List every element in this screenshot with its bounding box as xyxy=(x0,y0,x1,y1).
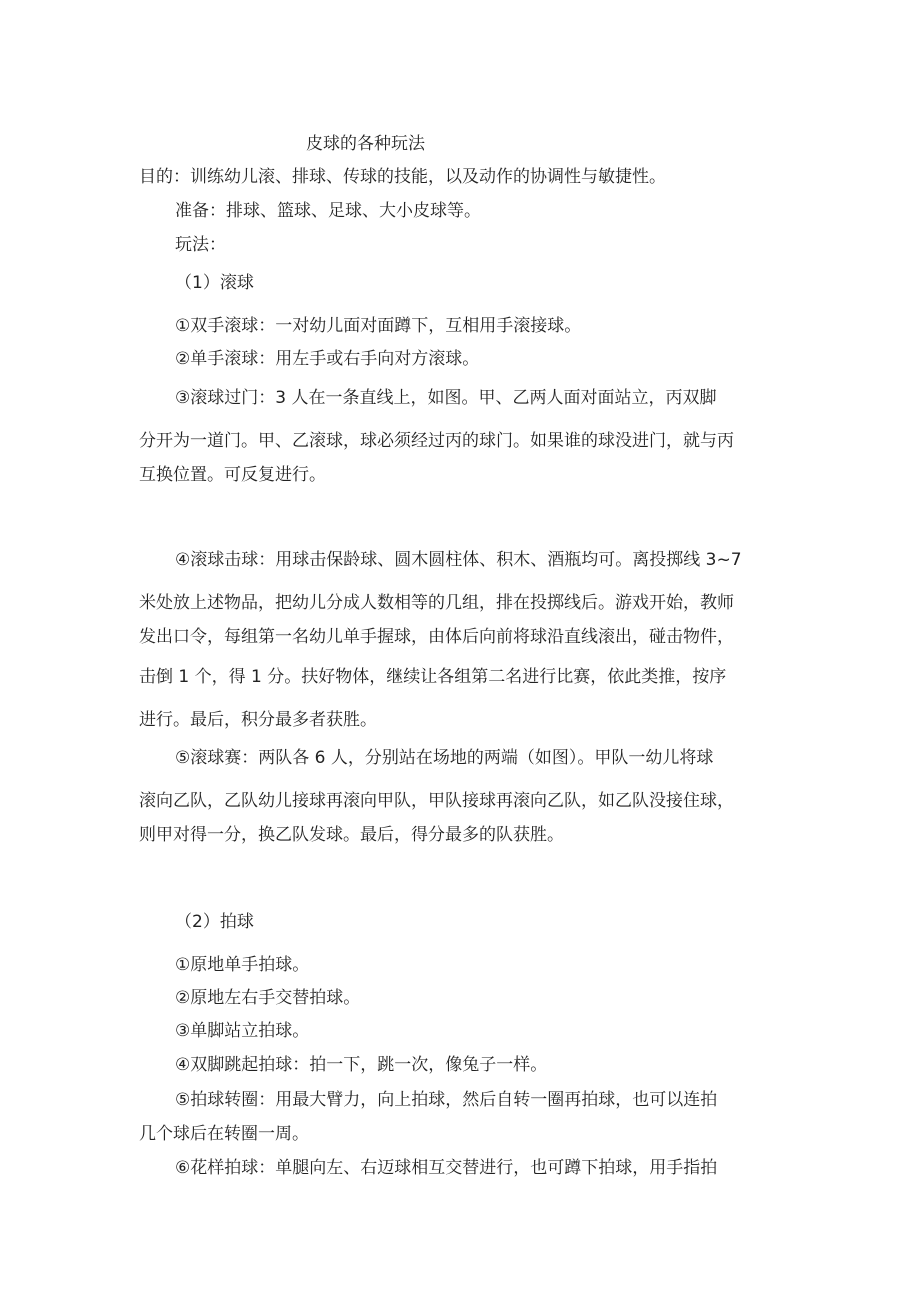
section-rolling-heading: （1）滚球 xyxy=(175,273,254,293)
purpose-line: 目的：训练幼儿滚、排球、传球的技能，以及动作的协调性与敏捷性。 xyxy=(139,167,666,187)
rolling-item-5-line-2: 滚向乙队，乙队幼儿接球再滚向甲队，甲队接球再滚向乙队，如乙队没接住球， xyxy=(139,791,734,811)
rolling-item-4-line-5: 进行。最后，积分最多者获胜。 xyxy=(139,710,377,730)
rolling-item-3-line-2: 分开为一道门。甲、乙滚球，球必须经过丙的球门。如果谁的球没进门，就与丙 xyxy=(139,431,734,451)
bouncing-item-3: ③单脚站立拍球。 xyxy=(175,1021,310,1041)
preparation-line: 准备：排球、篮球、足球、大小皮球等。 xyxy=(175,201,481,221)
bouncing-item-2: ②原地左右手交替拍球。 xyxy=(175,988,361,1008)
bouncing-item-6-line-1: ⑥花样拍球：单腿向左、右迈球相互交替进行，也可蹲下拍球，用手指拍 xyxy=(175,1158,718,1178)
document-title: 皮球的各种玩法 xyxy=(306,134,425,154)
rolling-item-3-line-1: ③滚球过门：3 人在一条直线上，如图。甲、乙两人面对面站立，丙双脚 xyxy=(175,388,717,408)
rolling-item-5-line-1: ⑤滚球赛：两队各 6 人，分别站在场地的两端（如图）。甲队一幼儿将球 xyxy=(175,748,714,768)
bouncing-item-5-line-1: ⑤拍球转圈：用最大臂力，向上拍球，然后自转一圈再拍球，也可以连拍 xyxy=(175,1090,718,1110)
rolling-item-4-line-4: 击倒 1 个，得 1 分。扶好物体，继续让各组第二名进行比赛，依此类推，按序 xyxy=(139,667,727,687)
rolling-item-2: ②单手滚球：用左手或右手向对方滚球。 xyxy=(175,349,480,369)
rolling-item-5-line-3: 则甲对得一分，换乙队发球。最后，得分最多的队获胜。 xyxy=(139,825,564,845)
section-bouncing-heading: （2）拍球 xyxy=(175,912,254,932)
bouncing-item-4: ④双脚跳起拍球：拍一下，跳一次，像兔子一样。 xyxy=(175,1055,548,1075)
rolling-item-4-line-1: ④滚球击球：用球击保龄球、圆木圆柱体、积木、酒瓶均可。离投掷线 3~7 xyxy=(175,550,742,570)
bouncing-item-1: ①原地单手拍球。 xyxy=(175,955,310,975)
bouncing-item-5-line-2: 几个球后在转圈一周。 xyxy=(139,1124,309,1144)
method-heading: 玩法： xyxy=(175,235,226,255)
rolling-item-3-line-3: 互换位置。可反复进行。 xyxy=(139,465,326,485)
rolling-item-4-line-2: 米处放上述物品，把幼儿分成人数相等的几组，排在投掷线后。游戏开始，教师 xyxy=(139,593,734,613)
rolling-item-1: ①双手滚球：一对幼儿面对面蹲下，互相用手滚接球。 xyxy=(175,316,582,336)
rolling-item-4-line-3: 发出口令，每组第一名幼儿单手握球，由体后向前将球沿直线滚出，碰击物件， xyxy=(139,627,734,647)
